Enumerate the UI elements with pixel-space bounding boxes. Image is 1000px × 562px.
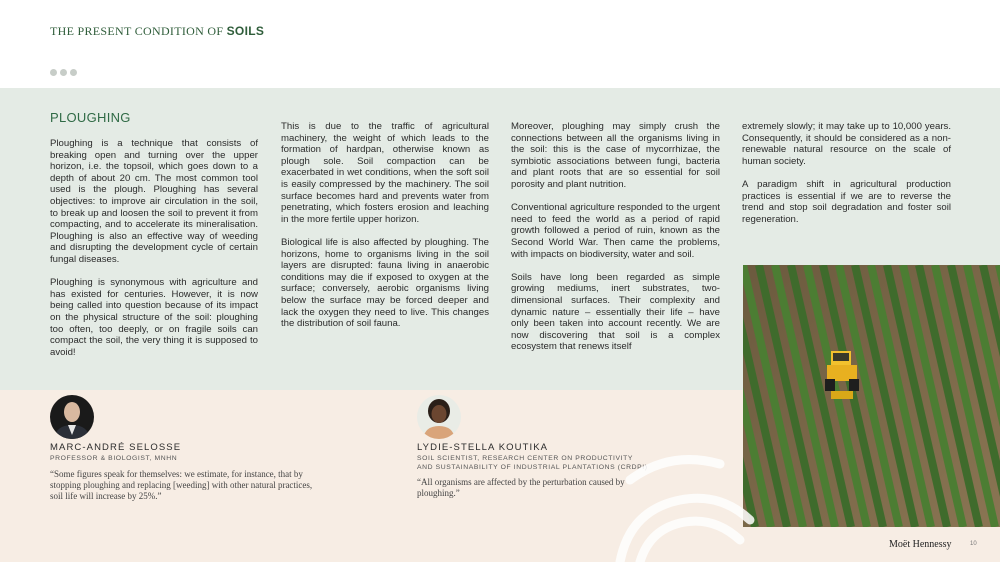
decorative-swirl-icon — [600, 440, 760, 562]
person-quote: “All organisms are affected by the perturbation caused by ploughing.” — [417, 477, 625, 498]
paragraph: extremely slowly; it may take up to 10,000 years. Consequently, it should be considered as a non-renewable natural resource on the scale of human society. — [742, 121, 951, 167]
brand-logo: Moët Hennessy — [889, 539, 952, 550]
top-band — [0, 0, 1000, 88]
avatar-marc-andre-selosse — [50, 395, 94, 439]
paragraph: Soils have long been regarded as simple growing mediums, inert substrates, two-dimensional surfaces. Their complexity and dynamic nature – essentially their life – have only been taken into account recently. We are now discovering that soil is a complex ecosystem that renews itself — [511, 271, 720, 353]
section-title: PLOUGHING — [50, 110, 131, 125]
vineyard-photo-drawing — [743, 265, 1000, 527]
text-column-1 — [50, 138, 258, 370]
paragraph: Biological life is also affected by ploughing. The horizons, home to organisms living in the soil layers are disrupted: fauna living in anaerobic conditions may die if exposed to oxygen at the surface; conversely, aerobic organisms living below the surface may be forced deeper and lack the oxygen they need to live. This changes the distribution of soil fauna. — [281, 236, 489, 330]
paragraph: A paradigm shift in agricultural production practices is essential if we are to reverse the trend and stop soil degradation and foster soil regeneration. — [742, 178, 951, 225]
person-role: PROFESSOR & BIOLOGIST, MNHN — [50, 455, 178, 462]
person-name: MARC-ANDRÉ SELOSSE — [50, 442, 182, 453]
paragraph: Ploughing is synonymous with agriculture and has existed for centuries. However, it is now being called into question because of its impact on the physical structure of the soil: ploughing too often, too deeply, or on fragile soils can compact the soil, the very thing it is supposed to avoid! — [50, 277, 258, 358]
header-title-prefix: THE PRESENT CONDITION OF — [50, 24, 227, 38]
text-column-2 — [281, 121, 489, 341]
text-column-3 — [511, 121, 720, 364]
vineyard-tractor-photo — [743, 265, 1000, 527]
person-name: LYDIE-STELLA KOUTIKA — [417, 442, 549, 453]
header-title-emphasis: SOILS — [226, 24, 265, 38]
paragraph: Moreover, ploughing may simply crush the connections between all the organisms living in the soil: this is the case of mycorrhizae, the symbiotic associations between fungi, bacteria and plant roots that are so essential for soil porosity and plant nutrition. — [511, 121, 720, 190]
person-quote: “Some figures speak for themselves: we estimate, for instance, that by stopping ploughing and replacing [weeding] with other natural practices, soil life will increase by 25%.” — [50, 469, 313, 501]
paragraph: Ploughing is a technique that consists of breaking open and turning over the upper horizon, i.e. the topsoil, which goes down to a depth of about 20 cm. The most common tool used is the plough. Ploughing has several objectives: to improve air circulation in the soil, to break up and loosen the soil to prevent it from compacting, and to accelerate its mineralisation. Ploughing is also an effective way of weeding and disrupting the development cycle of certain fungal diseases. — [50, 138, 258, 265]
person-role: SOIL SCIENTIST, RESEARCH CENTER ON PRODUCTIVITY AND SUSTAINABILITY OF INDUSTRIAL PLANTATIONS (CRDPI) — [417, 455, 648, 471]
avatar-lydie-stella-koutika — [417, 395, 461, 439]
paragraph: Conventional agriculture responded to the urgent need to feed the world as a period of rapid growth followed a period of ruin, known as the Second World War. Then came the problems, with impacts on biodiversity, water and soil. — [511, 202, 720, 260]
paragraph: This is due to the traffic of agricultural machinery, the weight of which leads to the formation of hardpan, otherwise known as plough sole. Soil compaction can be exacerbated in wet conditions, when the soft soil is easily compressed by the machinery. The soil surface becomes hard and prevents water from penetrating, which fosters erosion and leaching in the more fertile upper horizon. — [281, 121, 489, 225]
three-dots-icon — [50, 69, 77, 76]
text-column-4 — [742, 121, 951, 237]
page-header-title — [50, 24, 264, 39]
page-number: 10 — [970, 541, 977, 547]
